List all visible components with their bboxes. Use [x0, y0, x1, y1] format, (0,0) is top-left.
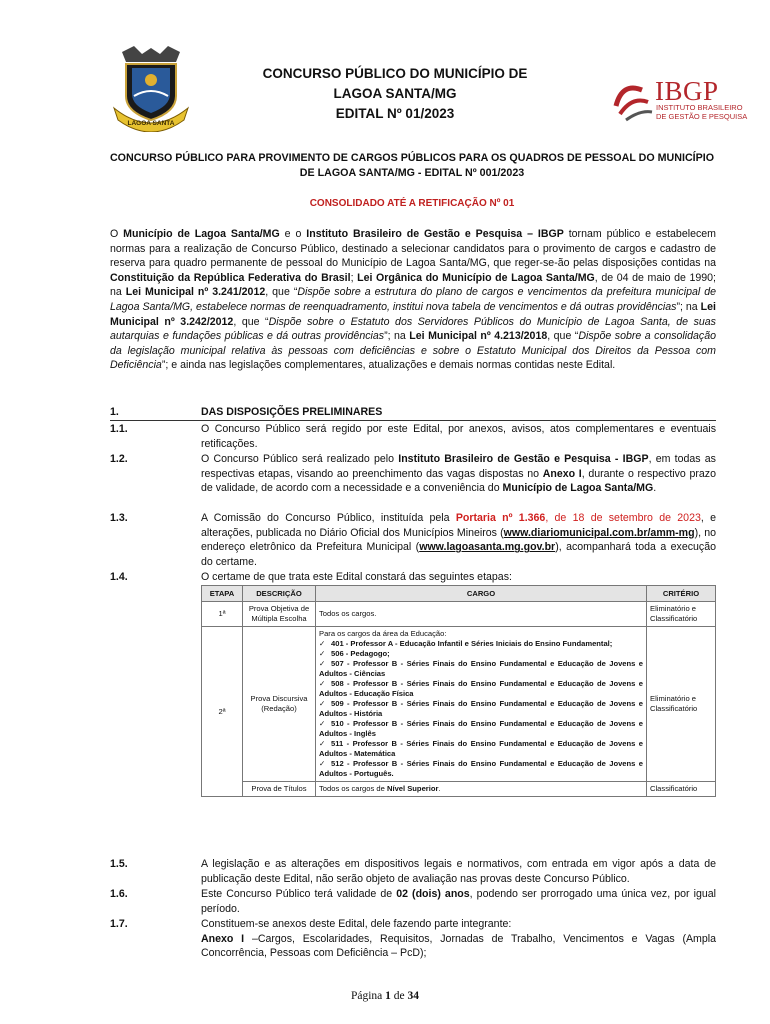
check-icon: ✓	[319, 679, 326, 688]
item-text-part: , durante o respectivo prazo de validade, de acordo com a necessidade e a conveniência do	[201, 467, 716, 495]
item-text-part: A Comissão do Concurso Público, instituída pela	[201, 512, 456, 524]
check-icon: ✓	[319, 759, 326, 768]
check-icon: ✓	[319, 649, 326, 658]
item-text	[201, 917, 716, 961]
main-title	[108, 151, 716, 181]
check-icon: ✓	[319, 659, 326, 668]
intro-text: , que “	[547, 330, 579, 343]
intro-italic: Dispõe sobre o Estatuto dos Servidores Públicos do Município de Lagoa Santa, de suas autarquias e fundações públicas e dá outras providências	[110, 315, 716, 343]
anexo-text: –Cargos, Escolaridades, Requisitos, Jornadas de Trabalho, Vencimentos e Vagas (Ampla Concorrência, Pessoas com Deficiência – PcD);	[201, 932, 717, 960]
table-row	[202, 627, 716, 782]
item-text: A legislação e as alterações em dispositivos legais e normativos, com entrada em vigor após a data de publicação deste Edital, não serão objeto de avaliação nas provas deste Concurso Público.	[201, 858, 716, 885]
item-text-part: Constituem-se anexos deste Edital, dele fazendo parte integrante:	[201, 918, 512, 930]
intro-text: ”; na	[384, 330, 410, 343]
intro-text: , de 04 de maio de 1990; na	[110, 271, 716, 299]
cargo-item	[319, 659, 643, 679]
cargo-bold: Nível Superior	[386, 784, 439, 793]
main-title-line-1: CONCURSO PÚBLICO PARA PROVIMENTO DE CARGOS PÚBLICOS PARA OS QUADROS DE PESSOAL DO MUNICÍPIO	[109, 152, 715, 164]
cargo-item	[319, 699, 643, 719]
item-text-part: , em todas as respectivas etapas, visando ao preenchimento das vagas dispostas no	[201, 453, 716, 480]
table-cell-descricao: Prova Objetiva de Múltipla Escolha	[243, 602, 316, 627]
intro-text: ”; e ainda nas legislações complementares, atualizações e demais normas contidas neste Edital.	[161, 359, 616, 372]
intro-bold: Lei Municipal nº 3.242/2012	[110, 300, 716, 328]
table-header: DESCRIÇÃO	[243, 586, 316, 602]
item-number: 1.6.	[110, 888, 128, 900]
cargo-item-text: 508 - Professor B - Séries Finais do Ensino Fundamental e Educação de Jovens e Adultos - Educação Física	[319, 679, 643, 698]
cargo-item	[319, 679, 643, 699]
section-title: DAS DISPOSIÇÕES PRELIMINARES	[201, 406, 383, 418]
check-icon: ✓	[319, 639, 326, 648]
page-footer	[0, 990, 770, 1002]
crest-ribbon-text: LAGOA SANTA	[127, 120, 175, 127]
table-header-row	[202, 586, 716, 602]
item-bold: Anexo I	[542, 467, 582, 480]
item-number: 1.4.	[110, 571, 128, 583]
diario-link[interactable]: www.diariomunicipal.com.br/amm-mg	[503, 526, 695, 539]
intro-bold: Constituição da República Federativa do Brasil	[110, 271, 351, 284]
cargo-item	[319, 719, 643, 739]
intro-bold: Município de Lagoa Santa/MG	[123, 228, 280, 240]
intro-text: tornam público e estabelecem normas para a realização de Concurso Público, destinado a selecionar candidatos para o provimento de cargos e cadastro de reserva para quadro permanente de pessoal do Município de Lagoa Santa/MG, que reger-se-ão pelas disposições contidas na	[110, 228, 716, 270]
table-cell-descricao: Prova de Títulos	[243, 782, 316, 797]
item-text-part: , podendo ser prorrogado uma única vez, por igual período.	[201, 888, 716, 915]
header-title-line-1: CONCURSO PÚBLICO DO MUNICÍPIO DE	[262, 66, 528, 81]
header-title	[200, 64, 590, 124]
table-header: CARGO	[316, 586, 647, 602]
check-icon: ✓	[319, 699, 326, 708]
anexo-line	[201, 932, 716, 961]
municipal-crest-icon	[112, 46, 190, 132]
intro-bold: Lei Municipal nº 3.241/2012	[125, 286, 266, 299]
stages-table	[201, 585, 716, 797]
logo-subtitle	[656, 104, 747, 121]
portaria-date: , de 18 de setembro de 2023	[545, 512, 701, 524]
item-text: O certame de que trata este Edital constará das seguintes etapas:	[201, 571, 512, 583]
cargo-text: Todos os cargos de	[319, 784, 387, 793]
section-number: 1.	[110, 406, 119, 418]
anexo-label: Anexo I	[201, 932, 245, 945]
table-cell-cargo	[316, 627, 647, 782]
table-row	[202, 782, 716, 797]
cargo-item-text: 512 - Professor B - Séries Finais do Ensino Fundamental e Educação de Jovens e Adultos - Português.	[319, 759, 643, 778]
intro-italic: Dispõe sobre a estrutura do plano de cargos e vencimentos da prefeitura municipal de Lagoa Santa/MG, estabelece normas de reenquadramento, institui nova tabela de vencimentos e dá outras providências	[110, 286, 716, 313]
table-cell-cargo: Todos os cargos.	[316, 602, 647, 627]
section-divider	[110, 420, 716, 421]
item-text	[201, 452, 716, 496]
item-number: 1.1.	[110, 423, 128, 435]
item-text-part: .	[653, 482, 657, 495]
intro-text: , que “	[233, 315, 269, 328]
logo-name: IBGP	[655, 76, 719, 106]
footer-text: Página	[350, 990, 386, 1002]
cargo-intro: Para os cargos da área da Educação:	[319, 629, 447, 638]
item-text: O Concurso Público será regido por este Edital, por anexos, avisos, atos complementares e eventuais retificações.	[201, 423, 716, 450]
portaria-number: Portaria nº 1.366	[455, 512, 546, 524]
table-header: CRITÉRIO	[647, 586, 716, 602]
item-number: 1.2.	[110, 453, 128, 465]
item-text-part: ), acompanhará toda a execução do certame.	[201, 541, 716, 568]
item-bold: 02 (dois) anos	[396, 888, 470, 900]
check-icon: ✓	[319, 719, 326, 728]
cargo-item-text: 507 - Professor B - Séries Finais do Ensino Fundamental e Educação de Jovens e Adultos - Ciências	[319, 659, 643, 678]
item-bold: Instituto Brasileiro de Gestão e Pesquisa - IBGP	[398, 453, 649, 465]
total-pages: 34	[407, 990, 420, 1002]
item-text-part: Este Concurso Público terá validade de	[201, 888, 397, 900]
intro-text: e o	[279, 228, 307, 240]
item-number: 1.3.	[110, 512, 128, 524]
cargo-item	[319, 639, 643, 649]
cargo-item-text: 509 - Professor B - Séries Finais do Ensino Fundamental e Educação de Jovens e Adultos - História	[319, 699, 643, 718]
table-cell-criterio: Eliminatório e Classificatório	[647, 602, 716, 627]
current-page-number: 1	[385, 990, 391, 1002]
intro-bold: Lei Municipal nº 4.213/2018	[409, 330, 548, 343]
check-icon: ✓	[319, 739, 326, 748]
logo-subtitle-line-1: INSTITUTO BRASILEIRO	[656, 103, 743, 112]
intro-text: , que “	[265, 286, 298, 299]
item-bold: Município de Lagoa Santa/MG	[502, 482, 654, 495]
item-number: 1.5.	[110, 858, 128, 870]
table-cell-criterio: Eliminatório e Classificatório	[647, 627, 716, 782]
table-cell-etapa: 2ª	[202, 627, 243, 797]
table-cell-descricao: Prova Discursiva (Redação)	[243, 627, 316, 782]
table-cell-etapa: 1ª	[202, 602, 243, 627]
cargo-item-text: 511 - Professor B - Séries Finais do Ensino Fundamental e Educação de Jovens e Adultos - Matemática	[319, 739, 643, 758]
item-text-part: , e alterações, publicada no Diário Oficial dos Municípios Mineiros (	[201, 512, 716, 539]
intro-paragraph	[110, 227, 716, 373]
intro-bold: Lei Orgânica do Município de Lagoa Santa/MG	[357, 271, 595, 284]
cargo-item	[319, 649, 643, 659]
item-text-part: ), no endereço eletrônico da Prefeitura Municipal (	[201, 526, 716, 554]
header-title-line-3: EDITAL Nº 01/2023	[335, 106, 455, 121]
table-row	[202, 602, 716, 627]
cargo-text: .	[438, 784, 441, 793]
intro-italic: Dispõe sobre a consolidação da legislação municipal relativa às pessoas com deficiências e sobre o Estatuto Municipal dos Direitos da Pessoa com Deficiência	[110, 330, 716, 372]
footer-text: de	[390, 990, 408, 1002]
table-cell-cargo	[316, 782, 647, 797]
cargo-item-text: 401 - Professor A - Educação Infantil e Séries Iniciais do Ensino Fundamental;	[331, 639, 613, 648]
cargo-item	[319, 759, 643, 779]
consolidated-notice: CONSOLIDADO ATÉ A RETIFICAÇÃO Nº 01	[309, 198, 515, 209]
intro-text: O	[110, 228, 124, 240]
item-text-part: O Concurso Público será realizado pelo	[201, 453, 399, 465]
logo-subtitle-line-2: DE GESTÃO E PESQUISA	[656, 111, 748, 121]
header-title-line-2: LAGOA SANTA/MG	[333, 86, 457, 101]
table-cell-criterio: Classificatório	[647, 782, 716, 797]
cargo-item	[319, 739, 643, 759]
intro-bold: Instituto Brasileiro de Gestão e Pesquisa – IBGP	[306, 228, 564, 240]
main-title-line-2: DE LAGOA SANTA/MG - EDITAL Nº 001/2023	[299, 167, 525, 179]
cargo-item-text: 506 - Pedagogo;	[331, 649, 390, 658]
prefeitura-link[interactable]: www.lagoasanta.mg.gov.br	[419, 541, 556, 554]
intro-text: ;	[350, 271, 358, 284]
intro-text: ”; na	[676, 300, 701, 313]
item-text	[201, 511, 716, 569]
table-header: ETAPA	[202, 586, 243, 602]
cargo-item-text: 510 - Professor B - Séries Finais do Ensino Fundamental e Educação de Jovens e Adultos - Inglês	[319, 719, 643, 738]
item-text	[201, 887, 716, 916]
item-number: 1.7.	[110, 918, 128, 930]
